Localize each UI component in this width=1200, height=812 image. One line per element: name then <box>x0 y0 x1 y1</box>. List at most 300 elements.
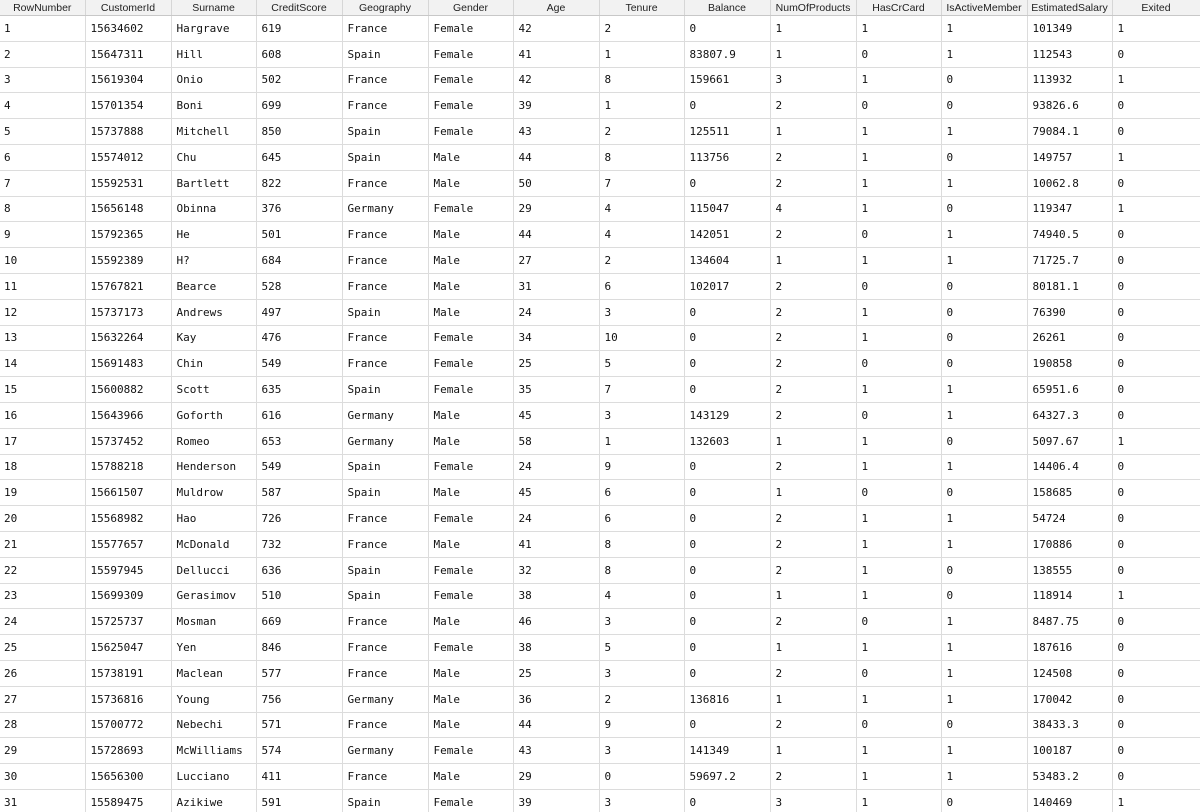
cell-gender[interactable]: Female <box>428 351 513 377</box>
table-row[interactable] <box>0 531 1200 557</box>
cell-geography[interactable]: France <box>342 16 428 42</box>
cell-is-active-member[interactable]: 0 <box>941 196 1027 222</box>
column-header-tenure[interactable]: Tenure <box>599 0 684 16</box>
cell-exited[interactable]: 0 <box>1112 531 1200 557</box>
cell-num-of-products[interactable]: 2 <box>770 93 856 119</box>
cell-row-number[interactable]: 22 <box>0 557 85 583</box>
cell-is-active-member[interactable]: 1 <box>941 402 1027 428</box>
cell-age[interactable]: 24 <box>513 299 599 325</box>
cell-credit-score[interactable]: 726 <box>256 506 342 532</box>
cell-geography[interactable]: France <box>342 635 428 661</box>
cell-balance[interactable]: 0 <box>684 454 770 480</box>
cell-geography[interactable]: France <box>342 660 428 686</box>
column-header-estimated-salary[interactable]: EstimatedSalary <box>1027 0 1112 16</box>
cell-age[interactable]: 41 <box>513 531 599 557</box>
cell-estimated-salary[interactable]: 124508 <box>1027 660 1112 686</box>
cell-has-cr-card[interactable]: 1 <box>856 506 941 532</box>
cell-is-active-member[interactable]: 1 <box>941 377 1027 403</box>
cell-tenure[interactable]: 3 <box>599 660 684 686</box>
cell-balance[interactable]: 143129 <box>684 402 770 428</box>
cell-num-of-products[interactable]: 2 <box>770 531 856 557</box>
table-row[interactable] <box>0 144 1200 170</box>
cell-is-active-member[interactable]: 1 <box>941 506 1027 532</box>
cell-age[interactable]: 45 <box>513 402 599 428</box>
cell-age[interactable]: 34 <box>513 325 599 351</box>
cell-is-active-member[interactable]: 1 <box>941 686 1027 712</box>
cell-has-cr-card[interactable]: 0 <box>856 41 941 67</box>
column-header-balance[interactable]: Balance <box>684 0 770 16</box>
cell-age[interactable]: 41 <box>513 41 599 67</box>
cell-balance[interactable]: 0 <box>684 506 770 532</box>
cell-gender[interactable]: Female <box>428 196 513 222</box>
column-header-row-number[interactable]: RowNumber <box>0 0 85 16</box>
cell-credit-score[interactable]: 822 <box>256 170 342 196</box>
cell-age[interactable]: 35 <box>513 377 599 403</box>
cell-gender[interactable]: Female <box>428 16 513 42</box>
cell-gender[interactable]: Female <box>428 583 513 609</box>
cell-surname[interactable]: Mosman <box>171 609 256 635</box>
cell-estimated-salary[interactable]: 170042 <box>1027 686 1112 712</box>
cell-has-cr-card[interactable]: 1 <box>856 299 941 325</box>
cell-surname[interactable]: Bartlett <box>171 170 256 196</box>
cell-tenure[interactable]: 3 <box>599 299 684 325</box>
cell-exited[interactable]: 0 <box>1112 273 1200 299</box>
cell-exited[interactable]: 0 <box>1112 325 1200 351</box>
cell-exited[interactable]: 0 <box>1112 712 1200 738</box>
cell-surname[interactable]: Hargrave <box>171 16 256 42</box>
cell-has-cr-card[interactable]: 1 <box>856 16 941 42</box>
cell-tenure[interactable]: 9 <box>599 712 684 738</box>
cell-row-number[interactable]: 14 <box>0 351 85 377</box>
cell-balance[interactable]: 0 <box>684 351 770 377</box>
cell-credit-score[interactable]: 699 <box>256 93 342 119</box>
cell-has-cr-card[interactable]: 1 <box>856 635 941 661</box>
cell-age[interactable]: 36 <box>513 686 599 712</box>
cell-estimated-salary[interactable]: 54724 <box>1027 506 1112 532</box>
column-header-is-active-member[interactable]: IsActiveMember <box>941 0 1027 16</box>
cell-is-active-member[interactable]: 1 <box>941 222 1027 248</box>
cell-credit-score[interactable]: 497 <box>256 299 342 325</box>
cell-surname[interactable]: Dellucci <box>171 557 256 583</box>
cell-credit-score[interactable]: 549 <box>256 454 342 480</box>
cell-has-cr-card[interactable]: 1 <box>856 196 941 222</box>
cell-credit-score[interactable]: 476 <box>256 325 342 351</box>
column-header-credit-score[interactable]: CreditScore <box>256 0 342 16</box>
cell-estimated-salary[interactable]: 65951.6 <box>1027 377 1112 403</box>
column-header-age[interactable]: Age <box>513 0 599 16</box>
cell-tenure[interactable]: 3 <box>599 402 684 428</box>
cell-balance[interactable]: 0 <box>684 660 770 686</box>
cell-geography[interactable]: Germany <box>342 196 428 222</box>
cell-gender[interactable]: Female <box>428 325 513 351</box>
cell-num-of-products[interactable]: 2 <box>770 325 856 351</box>
cell-tenure[interactable]: 7 <box>599 170 684 196</box>
cell-row-number[interactable]: 11 <box>0 273 85 299</box>
cell-exited[interactable]: 0 <box>1112 41 1200 67</box>
cell-exited[interactable]: 1 <box>1112 67 1200 93</box>
cell-tenure[interactable]: 8 <box>599 531 684 557</box>
cell-geography[interactable]: France <box>342 222 428 248</box>
cell-estimated-salary[interactable]: 100187 <box>1027 738 1112 764</box>
cell-exited[interactable]: 0 <box>1112 506 1200 532</box>
cell-tenure[interactable]: 1 <box>599 428 684 454</box>
cell-has-cr-card[interactable]: 1 <box>856 170 941 196</box>
cell-has-cr-card[interactable]: 0 <box>856 93 941 119</box>
cell-geography[interactable]: France <box>342 67 428 93</box>
cell-exited[interactable]: 0 <box>1112 660 1200 686</box>
cell-has-cr-card[interactable]: 0 <box>856 273 941 299</box>
cell-geography[interactable]: Spain <box>342 41 428 67</box>
cell-tenure[interactable]: 2 <box>599 686 684 712</box>
cell-customer-id[interactable]: 15643966 <box>85 402 171 428</box>
cell-exited[interactable]: 0 <box>1112 454 1200 480</box>
cell-estimated-salary[interactable]: 112543 <box>1027 41 1112 67</box>
cell-surname[interactable]: Muldrow <box>171 480 256 506</box>
cell-row-number[interactable]: 16 <box>0 402 85 428</box>
cell-num-of-products[interactable]: 2 <box>770 299 856 325</box>
cell-credit-score[interactable]: 577 <box>256 660 342 686</box>
cell-has-cr-card[interactable]: 1 <box>856 144 941 170</box>
cell-credit-score[interactable]: 636 <box>256 557 342 583</box>
column-header-has-cr-card[interactable]: HasCrCard <box>856 0 941 16</box>
column-header-customer-id[interactable]: CustomerId <box>85 0 171 16</box>
cell-row-number[interactable]: 24 <box>0 609 85 635</box>
cell-estimated-salary[interactable]: 5097.67 <box>1027 428 1112 454</box>
cell-num-of-products[interactable]: 2 <box>770 557 856 583</box>
cell-has-cr-card[interactable]: 1 <box>856 686 941 712</box>
cell-age[interactable]: 32 <box>513 557 599 583</box>
cell-customer-id[interactable]: 15619304 <box>85 67 171 93</box>
cell-geography[interactable]: Spain <box>342 480 428 506</box>
cell-tenure[interactable]: 3 <box>599 738 684 764</box>
cell-surname[interactable]: Lucciano <box>171 764 256 790</box>
cell-row-number[interactable]: 27 <box>0 686 85 712</box>
cell-credit-score[interactable]: 528 <box>256 273 342 299</box>
column-header-num-of-products[interactable]: NumOfProducts <box>770 0 856 16</box>
cell-age[interactable]: 39 <box>513 789 599 812</box>
cell-credit-score[interactable]: 587 <box>256 480 342 506</box>
cell-is-active-member[interactable]: 1 <box>941 170 1027 196</box>
cell-estimated-salary[interactable]: 79084.1 <box>1027 119 1112 145</box>
cell-balance[interactable]: 0 <box>684 557 770 583</box>
cell-num-of-products[interactable]: 2 <box>770 660 856 686</box>
cell-age[interactable]: 44 <box>513 222 599 248</box>
cell-customer-id[interactable]: 15737452 <box>85 428 171 454</box>
table-row[interactable] <box>0 583 1200 609</box>
cell-gender[interactable]: Female <box>428 789 513 812</box>
cell-estimated-salary[interactable]: 138555 <box>1027 557 1112 583</box>
cell-surname[interactable]: Yen <box>171 635 256 661</box>
cell-age[interactable]: 24 <box>513 506 599 532</box>
column-header-exited[interactable]: Exited <box>1112 0 1200 16</box>
cell-customer-id[interactable]: 15737173 <box>85 299 171 325</box>
cell-geography[interactable]: France <box>342 609 428 635</box>
cell-credit-score[interactable]: 510 <box>256 583 342 609</box>
cell-row-number[interactable]: 2 <box>0 41 85 67</box>
table-row[interactable] <box>0 16 1200 42</box>
cell-gender[interactable]: Male <box>428 531 513 557</box>
cell-geography[interactable]: France <box>342 351 428 377</box>
cell-age[interactable]: 50 <box>513 170 599 196</box>
cell-credit-score[interactable]: 501 <box>256 222 342 248</box>
cell-balance[interactable]: 0 <box>684 583 770 609</box>
cell-balance[interactable]: 136816 <box>684 686 770 712</box>
table-row[interactable] <box>0 119 1200 145</box>
cell-row-number[interactable]: 31 <box>0 789 85 812</box>
cell-exited[interactable]: 0 <box>1112 609 1200 635</box>
cell-tenure[interactable]: 5 <box>599 351 684 377</box>
cell-gender[interactable]: Female <box>428 119 513 145</box>
table-row[interactable] <box>0 196 1200 222</box>
cell-exited[interactable]: 0 <box>1112 480 1200 506</box>
cell-tenure[interactable]: 5 <box>599 635 684 661</box>
cell-num-of-products[interactable]: 2 <box>770 402 856 428</box>
cell-gender[interactable]: Male <box>428 609 513 635</box>
cell-credit-score[interactable]: 684 <box>256 248 342 274</box>
cell-geography[interactable]: France <box>342 325 428 351</box>
cell-credit-score[interactable]: 549 <box>256 351 342 377</box>
cell-surname[interactable]: Kay <box>171 325 256 351</box>
cell-has-cr-card[interactable]: 1 <box>856 377 941 403</box>
cell-tenure[interactable]: 10 <box>599 325 684 351</box>
cell-gender[interactable]: Female <box>428 41 513 67</box>
cell-credit-score[interactable]: 619 <box>256 16 342 42</box>
cell-customer-id[interactable]: 15767821 <box>85 273 171 299</box>
cell-customer-id[interactable]: 15728693 <box>85 738 171 764</box>
cell-is-active-member[interactable]: 0 <box>941 144 1027 170</box>
cell-has-cr-card[interactable]: 1 <box>856 583 941 609</box>
column-header-surname[interactable]: Surname <box>171 0 256 16</box>
cell-is-active-member[interactable]: 0 <box>941 712 1027 738</box>
cell-balance[interactable]: 0 <box>684 531 770 557</box>
cell-credit-score[interactable]: 732 <box>256 531 342 557</box>
cell-credit-score[interactable]: 608 <box>256 41 342 67</box>
cell-is-active-member[interactable]: 1 <box>941 738 1027 764</box>
cell-geography[interactable]: France <box>342 712 428 738</box>
cell-row-number[interactable]: 10 <box>0 248 85 274</box>
cell-estimated-salary[interactable]: 113932 <box>1027 67 1112 93</box>
cell-row-number[interactable]: 12 <box>0 299 85 325</box>
cell-has-cr-card[interactable]: 0 <box>856 351 941 377</box>
cell-balance[interactable]: 141349 <box>684 738 770 764</box>
cell-customer-id[interactable]: 15656148 <box>85 196 171 222</box>
cell-has-cr-card[interactable]: 1 <box>856 325 941 351</box>
cell-tenure[interactable]: 2 <box>599 119 684 145</box>
cell-balance[interactable]: 0 <box>684 609 770 635</box>
cell-has-cr-card[interactable]: 0 <box>856 609 941 635</box>
cell-exited[interactable]: 0 <box>1112 93 1200 119</box>
cell-age[interactable]: 44 <box>513 144 599 170</box>
cell-gender[interactable]: Female <box>428 506 513 532</box>
cell-balance[interactable]: 0 <box>684 789 770 812</box>
cell-estimated-salary[interactable]: 53483.2 <box>1027 764 1112 790</box>
cell-exited[interactable]: 0 <box>1112 686 1200 712</box>
cell-gender[interactable]: Female <box>428 738 513 764</box>
cell-num-of-products[interactable]: 2 <box>770 712 856 738</box>
table-row[interactable] <box>0 686 1200 712</box>
cell-has-cr-card[interactable]: 1 <box>856 789 941 812</box>
cell-num-of-products[interactable]: 1 <box>770 635 856 661</box>
cell-num-of-products[interactable]: 2 <box>770 351 856 377</box>
cell-customer-id[interactable]: 15700772 <box>85 712 171 738</box>
cell-row-number[interactable]: 18 <box>0 454 85 480</box>
cell-exited[interactable]: 0 <box>1112 557 1200 583</box>
cell-geography[interactable]: France <box>342 531 428 557</box>
cell-gender[interactable]: Female <box>428 557 513 583</box>
cell-estimated-salary[interactable]: 64327.3 <box>1027 402 1112 428</box>
cell-surname[interactable]: Maclean <box>171 660 256 686</box>
cell-balance[interactable]: 125511 <box>684 119 770 145</box>
cell-gender[interactable]: Female <box>428 377 513 403</box>
cell-balance[interactable]: 0 <box>684 170 770 196</box>
cell-customer-id[interactable]: 15574012 <box>85 144 171 170</box>
cell-num-of-products[interactable]: 2 <box>770 273 856 299</box>
cell-balance[interactable]: 115047 <box>684 196 770 222</box>
cell-row-number[interactable]: 4 <box>0 93 85 119</box>
cell-is-active-member[interactable]: 0 <box>941 789 1027 812</box>
table-row[interactable] <box>0 454 1200 480</box>
cell-age[interactable]: 42 <box>513 16 599 42</box>
cell-num-of-products[interactable]: 3 <box>770 67 856 93</box>
cell-surname[interactable]: He <box>171 222 256 248</box>
cell-geography[interactable]: France <box>342 170 428 196</box>
cell-geography[interactable]: Spain <box>342 557 428 583</box>
cell-is-active-member[interactable]: 0 <box>941 299 1027 325</box>
cell-num-of-products[interactable]: 1 <box>770 686 856 712</box>
cell-estimated-salary[interactable]: 76390 <box>1027 299 1112 325</box>
cell-tenure[interactable]: 6 <box>599 273 684 299</box>
cell-num-of-products[interactable]: 2 <box>770 377 856 403</box>
cell-geography[interactable]: Spain <box>342 144 428 170</box>
cell-gender[interactable]: Male <box>428 686 513 712</box>
table-row[interactable] <box>0 609 1200 635</box>
cell-row-number[interactable]: 5 <box>0 119 85 145</box>
cell-surname[interactable]: Romeo <box>171 428 256 454</box>
table-row[interactable] <box>0 557 1200 583</box>
cell-row-number[interactable]: 20 <box>0 506 85 532</box>
cell-is-active-member[interactable]: 0 <box>941 351 1027 377</box>
cell-exited[interactable]: 0 <box>1112 351 1200 377</box>
table-row[interactable] <box>0 402 1200 428</box>
cell-surname[interactable]: McDonald <box>171 531 256 557</box>
cell-customer-id[interactable]: 15568982 <box>85 506 171 532</box>
cell-num-of-products[interactable]: 2 <box>770 222 856 248</box>
cell-num-of-products[interactable]: 2 <box>770 170 856 196</box>
cell-tenure[interactable]: 8 <box>599 144 684 170</box>
cell-credit-score[interactable]: 846 <box>256 635 342 661</box>
cell-customer-id[interactable]: 15589475 <box>85 789 171 812</box>
cell-has-cr-card[interactable]: 1 <box>856 454 941 480</box>
cell-estimated-salary[interactable]: 190858 <box>1027 351 1112 377</box>
cell-gender[interactable]: Female <box>428 635 513 661</box>
cell-exited[interactable]: 0 <box>1112 248 1200 274</box>
cell-age[interactable]: 25 <box>513 351 599 377</box>
cell-balance[interactable]: 83807.9 <box>684 41 770 67</box>
cell-customer-id[interactable]: 15701354 <box>85 93 171 119</box>
cell-credit-score[interactable]: 574 <box>256 738 342 764</box>
cell-age[interactable]: 42 <box>513 67 599 93</box>
cell-num-of-products[interactable]: 1 <box>770 480 856 506</box>
cell-row-number[interactable]: 19 <box>0 480 85 506</box>
cell-row-number[interactable]: 6 <box>0 144 85 170</box>
cell-num-of-products[interactable]: 2 <box>770 144 856 170</box>
cell-estimated-salary[interactable]: 101349 <box>1027 16 1112 42</box>
cell-num-of-products[interactable]: 2 <box>770 506 856 532</box>
cell-credit-score[interactable]: 571 <box>256 712 342 738</box>
cell-exited[interactable]: 1 <box>1112 144 1200 170</box>
cell-credit-score[interactable]: 669 <box>256 609 342 635</box>
table-row[interactable] <box>0 635 1200 661</box>
cell-row-number[interactable]: 29 <box>0 738 85 764</box>
cell-exited[interactable]: 1 <box>1112 789 1200 812</box>
cell-estimated-salary[interactable]: 187616 <box>1027 635 1112 661</box>
cell-surname[interactable]: Gerasimov <box>171 583 256 609</box>
cell-geography[interactable]: France <box>342 764 428 790</box>
cell-credit-score[interactable]: 616 <box>256 402 342 428</box>
cell-customer-id[interactable]: 15736816 <box>85 686 171 712</box>
cell-exited[interactable]: 0 <box>1112 635 1200 661</box>
cell-exited[interactable]: 0 <box>1112 119 1200 145</box>
cell-estimated-salary[interactable]: 38433.3 <box>1027 712 1112 738</box>
cell-row-number[interactable]: 9 <box>0 222 85 248</box>
cell-exited[interactable]: 1 <box>1112 583 1200 609</box>
cell-credit-score[interactable]: 653 <box>256 428 342 454</box>
cell-tenure[interactable]: 3 <box>599 609 684 635</box>
table-row[interactable] <box>0 93 1200 119</box>
cell-customer-id[interactable]: 15699309 <box>85 583 171 609</box>
cell-exited[interactable]: 0 <box>1112 738 1200 764</box>
cell-customer-id[interactable]: 15632264 <box>85 325 171 351</box>
table-row[interactable] <box>0 325 1200 351</box>
cell-geography[interactable]: Germany <box>342 686 428 712</box>
cell-gender[interactable]: Male <box>428 712 513 738</box>
cell-balance[interactable]: 59697.2 <box>684 764 770 790</box>
cell-num-of-products[interactable]: 1 <box>770 583 856 609</box>
cell-gender[interactable]: Female <box>428 454 513 480</box>
cell-geography[interactable]: Spain <box>342 299 428 325</box>
table-row[interactable] <box>0 170 1200 196</box>
cell-exited[interactable]: 1 <box>1112 196 1200 222</box>
cell-surname[interactable]: Bearce <box>171 273 256 299</box>
cell-balance[interactable]: 159661 <box>684 67 770 93</box>
cell-surname[interactable]: Henderson <box>171 454 256 480</box>
cell-is-active-member[interactable]: 1 <box>941 609 1027 635</box>
cell-age[interactable]: 39 <box>513 93 599 119</box>
cell-gender[interactable]: Male <box>428 248 513 274</box>
cell-gender[interactable]: Female <box>428 93 513 119</box>
table-row[interactable] <box>0 377 1200 403</box>
cell-is-active-member[interactable]: 1 <box>941 41 1027 67</box>
table-row[interactable] <box>0 351 1200 377</box>
table-row[interactable] <box>0 480 1200 506</box>
cell-surname[interactable]: Young <box>171 686 256 712</box>
cell-customer-id[interactable]: 15725737 <box>85 609 171 635</box>
cell-gender[interactable]: Male <box>428 402 513 428</box>
cell-row-number[interactable]: 30 <box>0 764 85 790</box>
cell-surname[interactable]: Boni <box>171 93 256 119</box>
cell-estimated-salary[interactable]: 93826.6 <box>1027 93 1112 119</box>
cell-has-cr-card[interactable]: 1 <box>856 764 941 790</box>
cell-tenure[interactable]: 6 <box>599 480 684 506</box>
cell-has-cr-card[interactable]: 0 <box>856 712 941 738</box>
cell-is-active-member[interactable]: 0 <box>941 93 1027 119</box>
cell-surname[interactable]: McWilliams <box>171 738 256 764</box>
cell-balance[interactable]: 132603 <box>684 428 770 454</box>
cell-customer-id[interactable]: 15600882 <box>85 377 171 403</box>
column-header-gender[interactable]: Gender <box>428 0 513 16</box>
table-row[interactable] <box>0 222 1200 248</box>
cell-exited[interactable]: 0 <box>1112 299 1200 325</box>
